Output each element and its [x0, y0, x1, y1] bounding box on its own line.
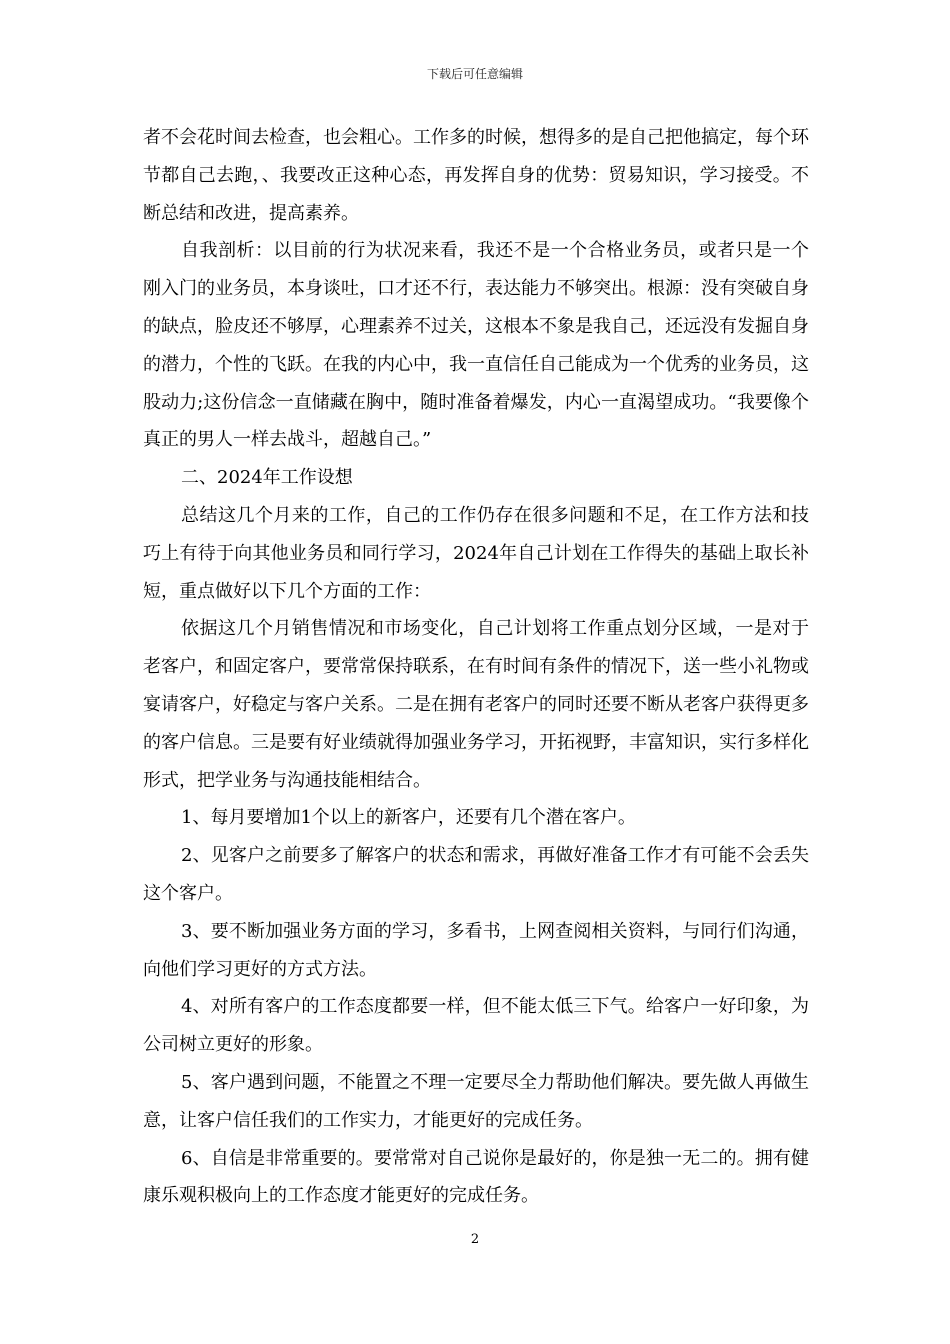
list-item-3: 3、要不断加强业务方面的学习，多看书，上网查阅相关资料，与同行们沟通，向他们学习更好的方式方法。: [143, 920, 809, 980]
list-item-6: 6、自信是非常重要的。要常常对自己说你是最好的，你是独一无二的。拥有健康乐观积极向上的工作态度才能更好的完成任务。: [143, 1147, 809, 1207]
list-item-1: 1、每月要增加1个以上的新客户，还要有几个潜在客户。: [181, 807, 636, 829]
list-item-5: 5、客户遇到问题，不能置之不理一定要尽全力帮助他们解决。要先做人再做生意，让客户信任我们的工作实力，才能更好的完成任务。: [143, 1071, 809, 1131]
list-item-4: 4、对所有客户的工作态度都要一样，但不能太低三下气。给客户一好印象，为公司树立更好的形象。: [143, 996, 809, 1056]
list-item-2: 2、见客户之前要多了解客户的状态和需求，再做好准备工作才有可能不会丢失这个客户。: [143, 845, 809, 904]
document-body: [143, 119, 809, 1215]
page-number: 2: [470, 1232, 480, 1247]
section-heading: 二、2024年工作设想: [181, 467, 353, 489]
paragraph-4: 依据这几个月销售情况和市场变化，自己计划将工作重点划分区域，一是对于老客户，和固定客户，要常常保持联系，在有时间有条件的情况下，送一些小礼物或宴请客户，好稳定与客户关系。二是在拥有老客户的同时还要不断从老客户获得更多的客户信息。三是要有好业绩就得加强业务学习，开拓视野，丰富知识，实行多样化形式，把学业务与沟通技能相结合。: [143, 618, 809, 791]
paragraph-1: 者不会花时间去检查，也会粗心。工作多的时候，想得多的是自己把他搞定，每个环节都自己去跑，、我要改正这种心态，再发挥自身的优势：贸易知识，学习接受。不断总结和改进，提高素养。: [143, 127, 809, 224]
paragraph-2: 自我剖析：以目前的行为状况来看，我还不是一个合格业务员，或者只是一个刚入门的业务员，本身谈吐，口才还不行，表达能力不够突出。根源：没有突破自身的缺点，脸皮还不够厚，心理素养不过关，这根本不象是我自己，还远没有发掘自身的潜力，个性的飞跃。在我的内心中，我一直信任自己能成为一个优秀的业务员，这股动力;这份信念一直储藏在胸中，随时准备着爆发，内心一直渴望成功。“我要像个真正的男人一样去战斗，超越自己。”: [143, 240, 809, 451]
paragraph-3: 总结这几个月来的工作，自己的工作仍存在很多问题和不足，在工作方法和技巧上有待于向其他业务员和同行学习，2024年自己计划在工作得失的基础上取长补短，重点做好以下几个方面的工作：: [143, 504, 809, 602]
page-header: 下载后可任意编辑: [426, 67, 523, 81]
